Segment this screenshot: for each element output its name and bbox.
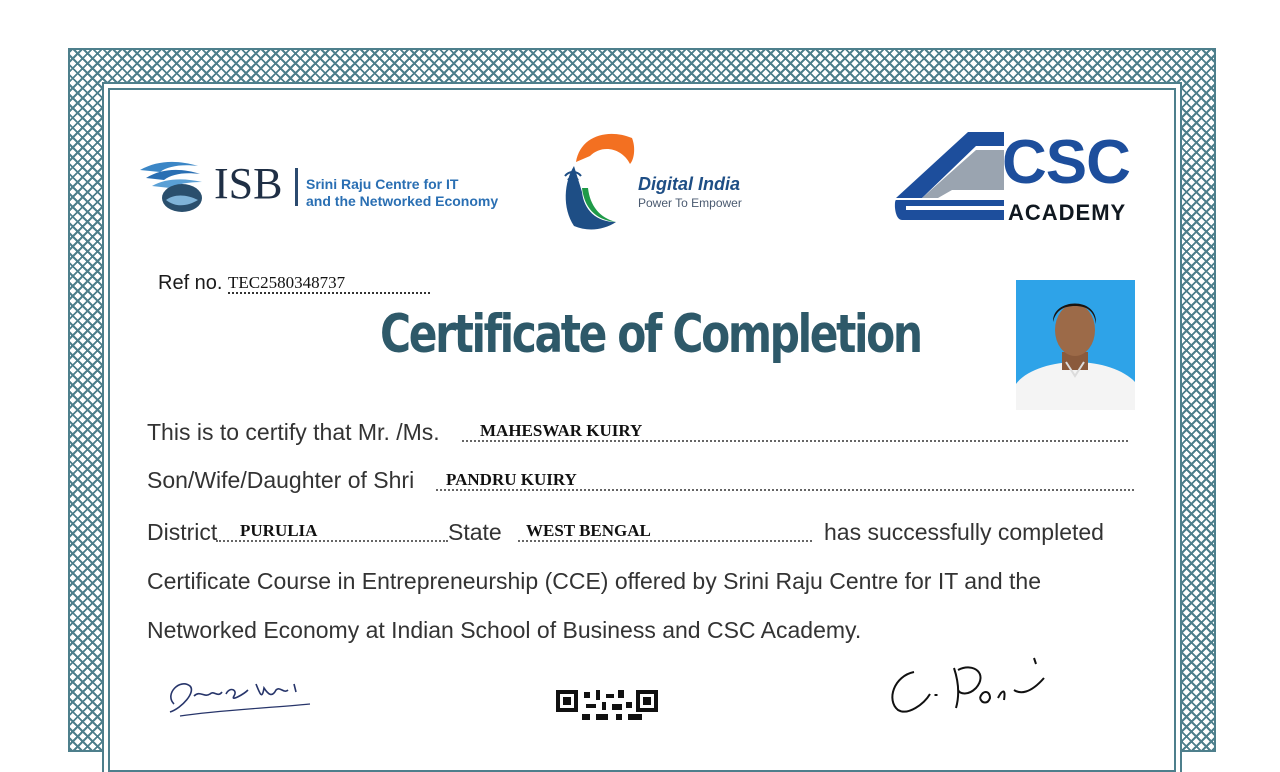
relation-text: Son/Wife/Daughter of Shri [147, 467, 415, 493]
district-label: District [147, 519, 218, 545]
csc-academy-logo [892, 128, 1144, 228]
portrait-image [1016, 280, 1135, 410]
parent-dotted-line [436, 489, 1134, 491]
ref-number: TEC2580348737 [228, 273, 346, 292]
ref-dotted-line [228, 292, 430, 294]
state-label: State [448, 519, 502, 545]
digital-india-logo [546, 126, 756, 234]
right-signature-icon [884, 650, 1054, 720]
name-dotted-line [462, 440, 1128, 442]
qr-code-icon [556, 690, 658, 720]
isb-wordmark: ISB [214, 159, 283, 208]
csc-academy-label: ACADEMY [1008, 200, 1127, 225]
candidate-photo [1016, 280, 1135, 410]
state-dotted-line [518, 540, 812, 542]
completed-text: has successfully completed [824, 519, 1104, 545]
course-text: Certificate Course in Entrepreneurship (CCE) offered by Srini Raju Centre for IT and the [147, 568, 1042, 594]
isb-emblem-icon [138, 156, 208, 214]
isb-divider [295, 168, 298, 206]
ref-label: Ref no. [158, 272, 223, 294]
csc-book-icon [892, 128, 1012, 228]
certificate-title: Certificate of Completion [380, 304, 921, 365]
digital-india-emblem-icon [546, 126, 638, 234]
candidate-name: MAHESWAR KUIRY [480, 421, 643, 440]
district-value: PURULIA [240, 521, 318, 540]
isb-subtitle-line2: and the Networked Economy [306, 193, 499, 209]
isb-subtitle-line1: Srini Raju Centre for IT [306, 176, 459, 192]
digital-india-title: Digital India [638, 174, 741, 194]
digital-india-tagline: Power To Empower [638, 196, 742, 210]
isb-subtitle [306, 176, 536, 210]
isb-logo [138, 154, 528, 216]
certify-text: This is to certify that Mr. /Ms. [147, 419, 440, 445]
parent-name: PANDRU KUIRY [446, 470, 577, 489]
csc-wordmark: CSC [1002, 128, 1130, 197]
district-dotted-line [216, 540, 448, 542]
left-signature-icon [160, 664, 320, 720]
state-value: WEST BENGAL [526, 521, 651, 540]
offering-text: Networked Economy at Indian School of Business and CSC Academy. [147, 617, 862, 643]
